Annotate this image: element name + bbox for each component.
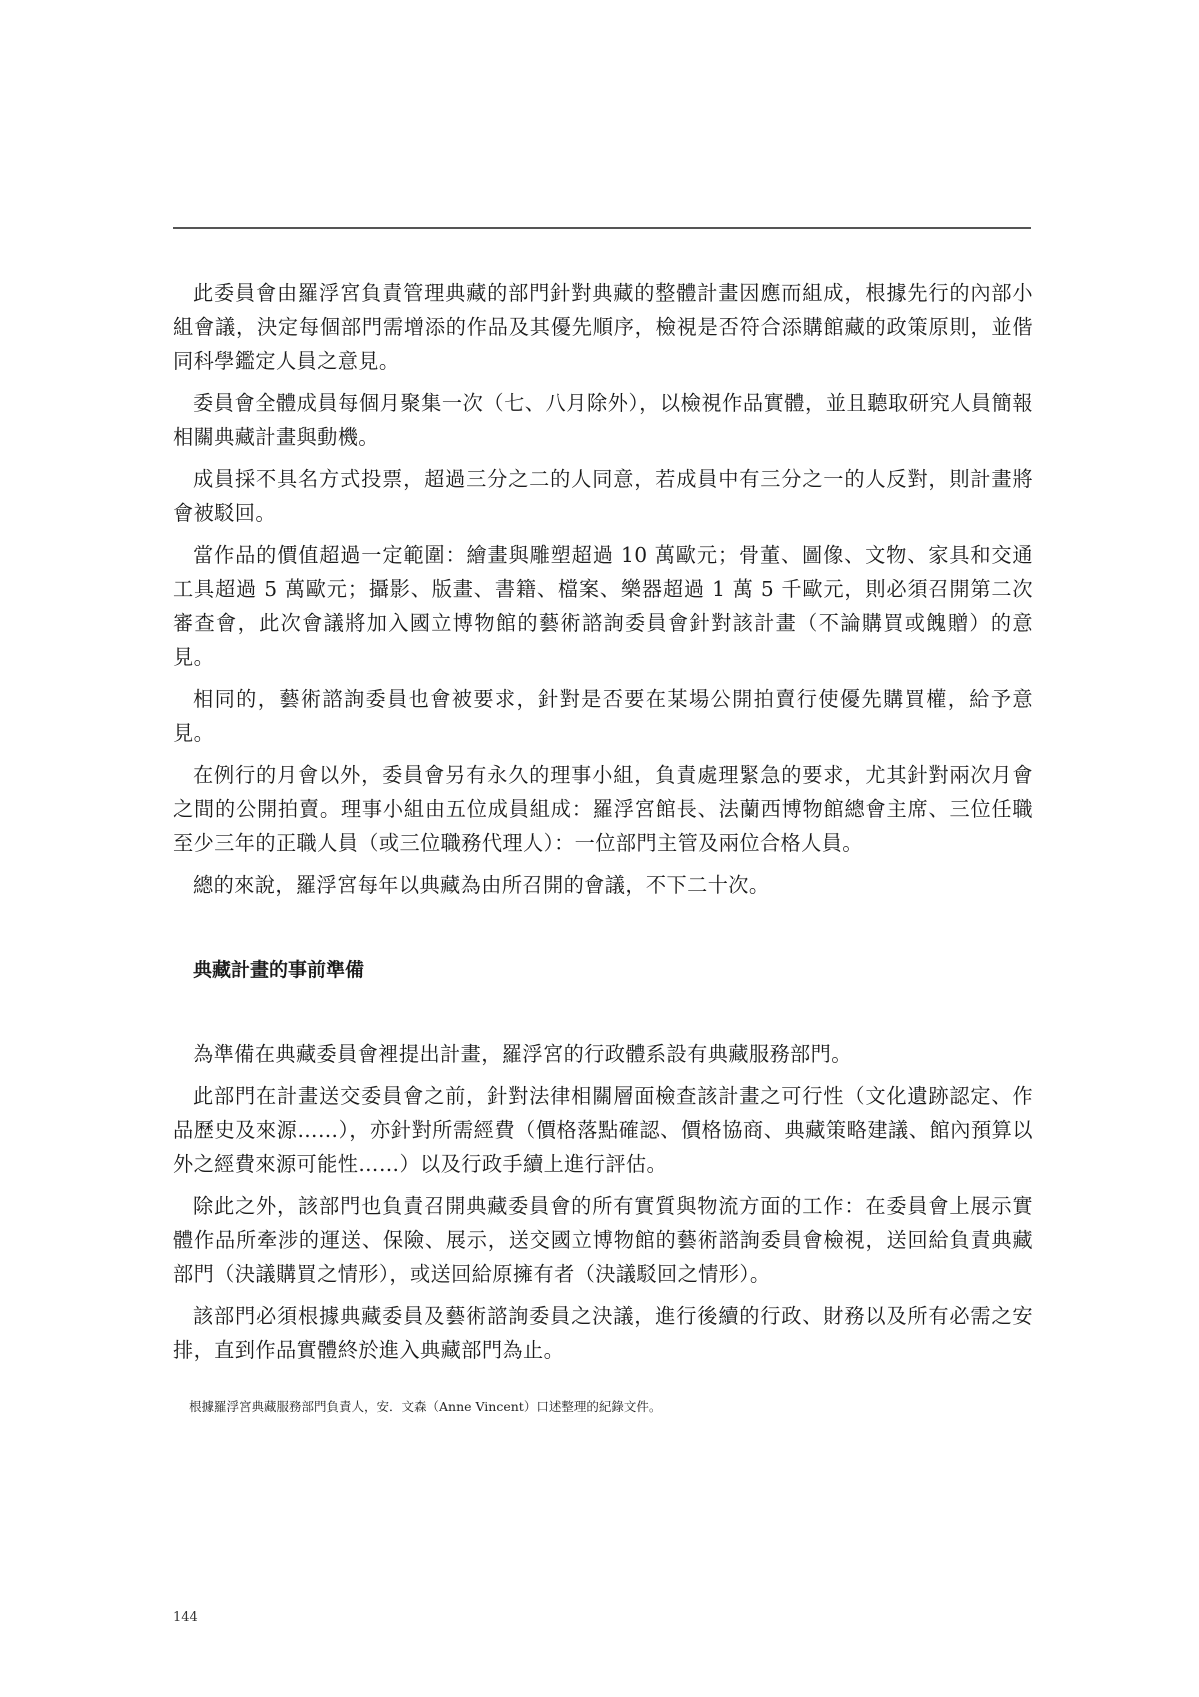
body-paragraph: 當作品的價值超過一定範圍：繪畫與雕塑超過 10 萬歐元；骨董、圖像、文物、家具和交通工具超過 5 萬歐元；攝影、版畫、書籍、檔案、樂器超過 1 萬 5 千歐元，則必須召開第二次審查會，此次會議將加入國立博物館的藝術諮詢委員會針對該計畫（不論購買或餽贈）的意見。 <box>173 543 1033 669</box>
header-rule <box>173 227 1031 229</box>
body-paragraph: 成員採不具名方式投票，超過三分之二的人同意，若成員中有三分之一的人反對，則計畫將會被駁回。 <box>173 467 1033 525</box>
page-body <box>173 276 1033 1417</box>
body-paragraph: 除此之外，該部門也負責召開典藏委員會的所有實質與物流方面的工作：在委員會上展示實體作品所牽涉的運送、保險、展示，送交國立博物館的藝術諮詢委員會檢視，送回給負責典藏部門（決議購買之情形），或送回給原擁有者（決議駁回之情形）。 <box>173 1194 1033 1286</box>
section-heading: 典藏計畫的事前準備 <box>193 959 365 981</box>
body-paragraph: 此委員會由羅浮宮負責管理典藏的部門針對典藏的整體計畫因應而組成，根據先行的內部小組會議，決定每個部門需增添的作品及其優先順序，檢視是否符合添購館藏的政策原則，並偕同科學鑑定人員之意見。 <box>173 281 1033 373</box>
page-number: 144 <box>173 1610 198 1625</box>
body-paragraph: 總的來說，羅浮宮每年以典藏為由所召開的會議，不下二十次。 <box>193 873 770 897</box>
footnote: 根據羅浮宮典藏服務部門負責人，安．文森（Anne Vincent）口述整理的紀錄文件。 <box>189 1399 662 1414</box>
body-paragraph: 此部門在計畫送交委員會之前，針對法律相關層面檢查該計畫之可行性（文化遺跡認定、作品歷史及來源……），亦針對所需經費（價格落點確認、價格協商、典藏策略建議、館內預算以外之經費來源可能性……）以及行政手續上進行評估。 <box>173 1084 1033 1176</box>
body-paragraph: 為準備在典藏委員會裡提出計畫，羅浮宮的行政體系設有典藏服務部門。 <box>193 1042 852 1066</box>
body-paragraph: 委員會全體成員每個月聚集一次（七、八月除外），以檢視作品實體，並且聽取研究人員簡報相關典藏計畫與動機。 <box>173 391 1033 449</box>
body-paragraph: 在例行的月會以外，委員會另有永久的理事小組，負責處理緊急的要求，尤其針對兩次月會之間的公開拍賣。理事小組由五位成員組成：羅浮宮館長、法蘭西博物館總會主席、三位任職至少三年的正職人員（或三位職務代理人）：一位部門主管及兩位合格人員。 <box>173 763 1033 855</box>
body-paragraph: 該部門必須根據典藏委員及藝術諮詢委員之決議，進行後續的行政、財務以及所有必需之安排，直到作品實體終於進入典藏部門為止。 <box>173 1304 1033 1362</box>
body-paragraph: 相同的，藝術諮詢委員也會被要求，針對是否要在某場公開拍賣行使優先購買權，給予意見。 <box>173 687 1033 745</box>
